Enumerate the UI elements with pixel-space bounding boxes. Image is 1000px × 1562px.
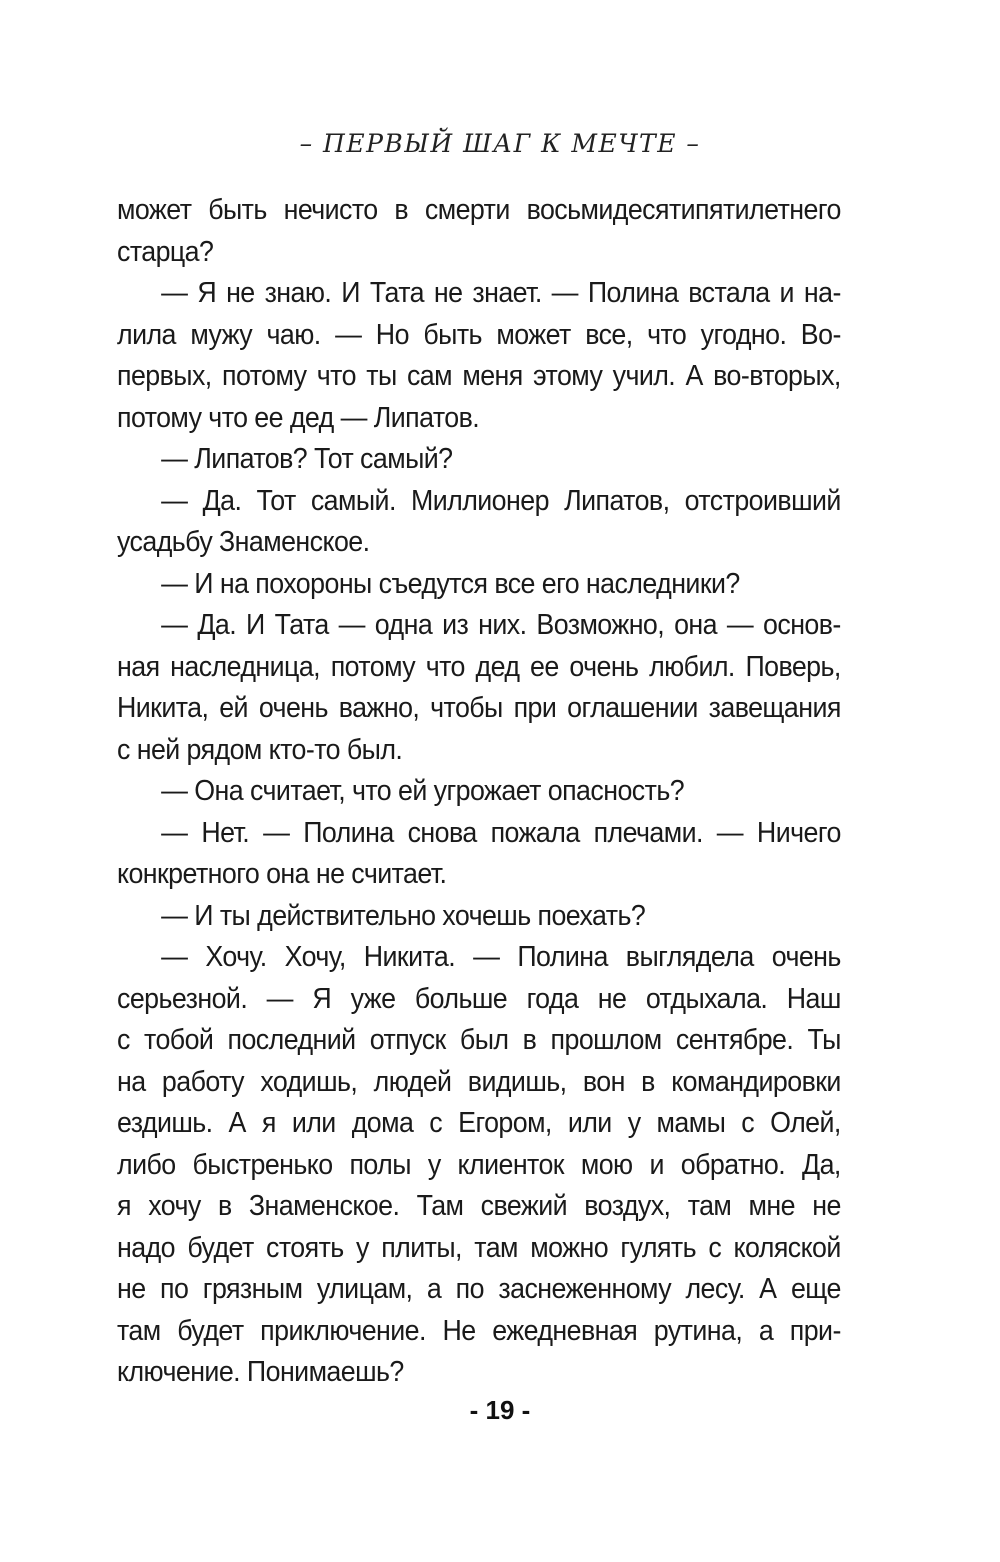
- text-line: я хочу в Знаменское. Там свежий воздух, там мне не: [117, 1190, 841, 1222]
- text-line: ключение. Понимаешь?: [117, 1356, 404, 1388]
- text-line: — Нет. — Полина снова пожала плечами. — Ничего: [161, 816, 841, 849]
- text-line: — Хочу. Хочу, Никита. — Полина выглядела очень: [161, 941, 841, 973]
- page-number: - 19 -: [469, 1395, 531, 1425]
- text-line: — Я не знаю. И Тата не знает. — Полина встала и на-: [161, 277, 841, 309]
- text-line: ная наследница, потому что дед ее очень любил. Поверь,: [117, 650, 841, 683]
- text-line: может быть нечисто в смерти восьмидесятипятилетнего: [117, 194, 841, 226]
- text-line: Никита, ей очень важно, чтобы при оглашении завещания: [117, 692, 841, 724]
- text-line: — Да. Тот самый. Миллионер Липатов, отстроивший: [161, 484, 841, 517]
- text-line: не по грязным улицам, а по заснеженному лесу. А еще: [117, 1273, 841, 1305]
- text-line: серьезной. — Я уже больше года не отдыхала. Наш: [117, 982, 841, 1015]
- text-line: потому что ее дед — Липатов.: [117, 401, 480, 434]
- text-line: лила мужу чаю. — Но быть может все, что угодно. Во-: [117, 318, 841, 351]
- text-line: либо быстренько полы у клиенток мою и обратно. Да,: [117, 1148, 841, 1181]
- text-line: первых, потому что ты сам меня этому учил. А во-вторых,: [117, 360, 841, 392]
- running-header: – ПЕРВЫЙ ШАГ К МЕЧТЕ –: [299, 129, 701, 158]
- text-line: с тобой последний отпуск был в прошлом сентябре. Ты: [117, 1024, 841, 1056]
- text-line: конкретного она не считает.: [117, 858, 447, 890]
- text-line: — И ты действительно хочешь поехать?: [161, 899, 646, 932]
- text-line: на работу ходишь, людей видишь, вон в командировки: [117, 1065, 841, 1098]
- body-text: [117, 190, 841, 1394]
- text-line: ездишь. А я или дома с Егором, или у мамы с Олей,: [117, 1107, 841, 1139]
- text-line: — И на похороны съедутся все его наследники?: [161, 567, 740, 600]
- text-line: — Липатов? Тот самый?: [161, 443, 453, 475]
- text-line: — Да. И Тата — одна из них. Возможно, она — основ-: [161, 609, 841, 641]
- text-line: — Она считает, что ей угрожает опасность?: [161, 775, 685, 807]
- text-line: старца?: [117, 235, 214, 268]
- text-line: с ней рядом кто-то был.: [117, 733, 403, 766]
- text-line: надо будет стоять у плиты, там можно гулять с коляской: [117, 1231, 841, 1264]
- text-line: там будет приключение. Не ежедневная рутина, а при-: [117, 1314, 841, 1347]
- text-line: усадьбу Знаменское.: [117, 526, 370, 558]
